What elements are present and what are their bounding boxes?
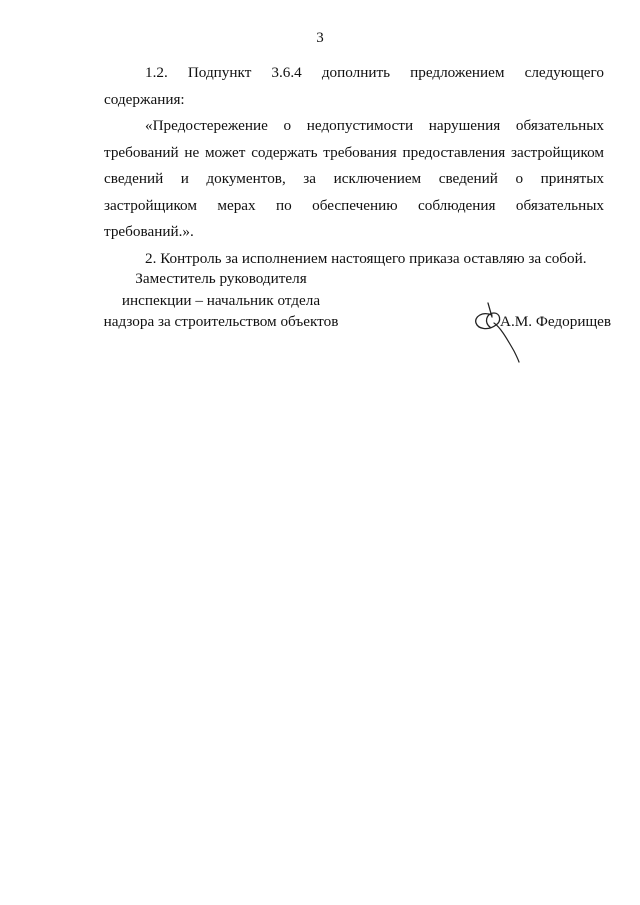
position-line: Заместитель руководителя [135, 270, 307, 287]
paragraph-control-clause: 2. Контроль за исполнением настоящего приказа оставляю за собой. [145, 249, 587, 267]
position-line: надзора за строительством объектов [103, 313, 339, 330]
position-line: инспекции – начальник отдела [121, 291, 321, 309]
handwritten-signature-icon [470, 301, 530, 363]
signer-name: А.М. Федорищев [500, 313, 612, 330]
signer-block [470, 311, 610, 371]
page-number: 3 [316, 30, 324, 46]
signatory-position [96, 268, 346, 333]
paragraph-quoted-amendment: «Предостережение о недопустимости нарушения обязательных требований не может содержать требования предоставления застройщиком сведений и документов, за исключением сведений о принятых застройщиком мерах по обеспечению соблюдения обязательных требований.». [104, 117, 604, 240]
paragraph-amendment-intro: 1.2. Подпункт 3.6.4 дополнить предложением следующего содержания: [104, 64, 604, 108]
document-body [104, 60, 604, 272]
